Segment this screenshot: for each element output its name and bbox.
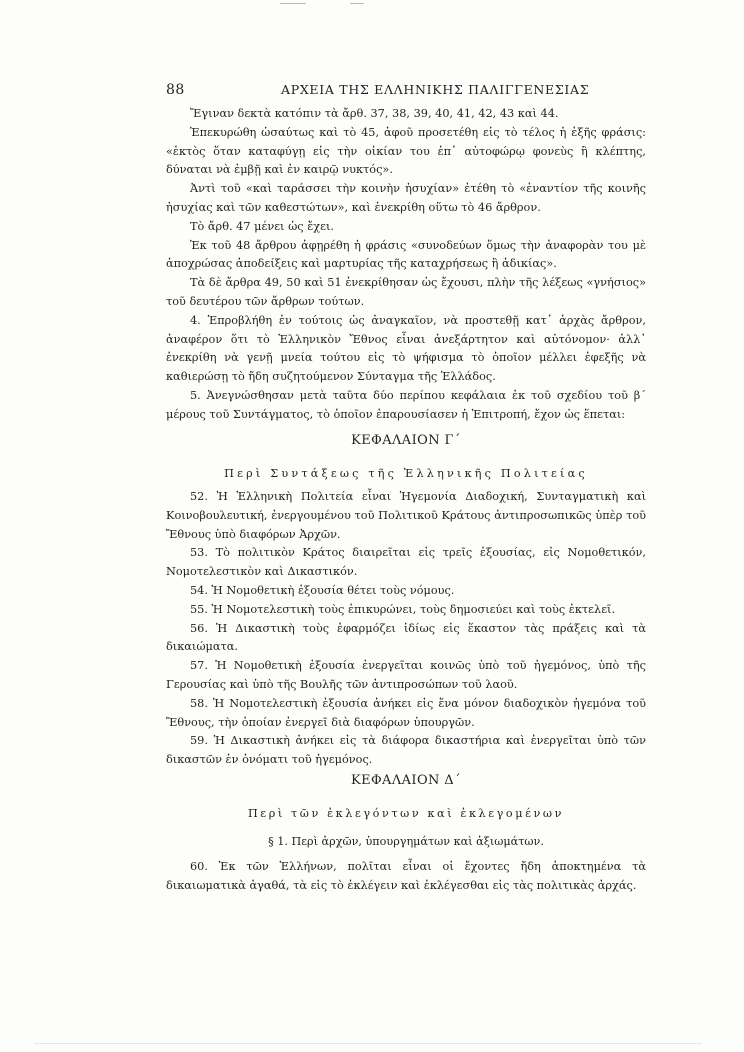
article: 55. Ἡ Νομοτελεστικὴ τοὺς ἐπικυρώνει, τοὺς δημοσιεύει καὶ τοὺς ἐκτελεῖ. xyxy=(190,602,616,616)
page-header xyxy=(166,79,646,103)
scan-artifact-top-right xyxy=(350,3,364,4)
page-number: 88 xyxy=(166,82,185,98)
scan-artifact-top xyxy=(280,3,306,4)
article: 56. Ἡ Δικαστικὴ τοὺς ἐφαρμόζει ἰδίως εἰς ἕκαστον τὰς πράξεις καὶ τὰ δικαιώματα. xyxy=(166,621,646,654)
minutes-text xyxy=(166,105,646,425)
paragraph: Ἐπεκυρώθη ὡσαύτως καὶ τὸ 45, ἀφοῦ προσετέθη εἰς τὸ τέλος ἡ ἑξῆς φράσις: «ἐκτὸς ὅταν καταφύγῃ εἰς τὴν οἰκίαν του ἐπ᾽ αὐτοφώρῳ φονεὺς ἢ κλέπτης, δύναται νὰ ἐμβῇ καὶ ἐν καιρῷ νυκτός». xyxy=(166,125,646,177)
article: 53. Τὸ πολιτικὸν Κράτος διαιρεῖται εἰς τρεῖς ἐξουσίας, εἰς Νομοθετικόν, Νομοτελεστικὸν καὶ Δικαστικόν. xyxy=(166,546,646,579)
paragraph: Ἀντὶ τοῦ «καὶ ταράσσει τὴν κοινὴν ἡσυχίαν» ἐτέθη τὸ «ἐναντίον τῆς κοινῆς ἡσυχίας καὶ τῶν καθεστώτων», καὶ ἐνεκρίθη οὕτω τὸ 46 ἄρθρον. xyxy=(166,182,646,214)
article: 59. Ἡ Δικαστικὴ ἀνήκει εἰς τὰ διάφορα δικαστήρια καὶ ἐνεργεῖται ὑπὸ τῶν δικαστῶν ἐν ὀνόματι τοῦ ἡγεμόνος. xyxy=(166,734,646,767)
chapter-subtitle: Περὶ Συντάξεως τῆς Ἑλληνικῆς Πολιτείας xyxy=(224,467,588,480)
chapter-g-heading xyxy=(166,432,646,483)
chapter-d-articles xyxy=(166,858,646,896)
scan-artifact-bottom xyxy=(34,1043,702,1044)
article: 52. Ἡ Ἑλληνικὴ Πολιτεία εἶναι Ἡγεμονία Διαδοχική, Συνταγματικὴ καὶ Κοινοβουλευτική, ἐνεργουμένου τοῦ Πολιτικοῦ Κράτους ἀντιπροσωπικῶς ὑπὲρ τοῦ Ἔθνους ὑπὸ διαφόρων Ἀρχῶν. xyxy=(166,490,646,541)
paragraph: 4. Ἐπροβλήθη ἐν τούτοις ὡς ἀναγκαῖον, νὰ προστεθῇ κατ᾽ ἀρχὰς ἄρθρον, ἀναφέρον ὅτι τὸ Ἑλληνικὸν Ἔθνος εἶναι ἀνεξάρτητον καὶ αὐτόνομον· ἀλλ᾽ ἐνεκρίθη νὰ γενῇ μνεία τούτου εἰς τὸ ψήφισμα τὸ ὁποῖον μέλλει ἐφεξῆς νὰ καθιερώσῃ τὸ ἤδη συζητούμενον Σύνταγμα τῆς Ἑλλάδος. xyxy=(166,313,646,384)
article: 54. Ἡ Νομοθετικὴ ἐξουσία θέτει τοὺς νόμους. xyxy=(190,583,455,597)
chapter-title: ΚΕΦΑΛΑΙΟΝ Δ´ xyxy=(350,773,461,788)
paragraph: Τὰ δὲ ἄρθρα 49, 50 καὶ 51 ἐνεκρίθησαν ὡς ἔχουσι, πλὴν τῆς λέξεως «γνήσιος» τοῦ δευτέρου τῶν ἄρθρων τούτων. xyxy=(166,276,646,308)
article: 60. Ἐκ τῶν Ἑλλήνων, πολῖται εἶναι οἱ ἔχοντες ἤδη ἀποκτημένα τὰ δικαιωματικὰ ἀγαθά, τὰ εἰς τὸ ἐκλέγειν καὶ ἐκλέγεσθαι εἰς τὰς πολιτικὰς ἀρχάς. xyxy=(166,860,646,892)
paragraph: Ἔγιναν δεκτὰ κατόπιν τὰ ἄρθ. 37, 38, 39, 40, 41, 42, 43 καὶ 44. xyxy=(190,107,559,120)
paragraph: 5. Ἀνεγνώσθησαν μετὰ ταῦτα δύο περίπου κεφάλαια ἐκ τοῦ σχεδίου τοῦ β´ μέρους τοῦ Συντάγματος, τὸ ὁποῖον ἐπαρουσίασεν ἡ Ἐπιτροπή, ἔχον ὡς ἕπεται: xyxy=(166,388,646,421)
section-title: § 1. Περὶ ἀρχῶν, ὑπουργημάτων καὶ ἀξιωμάτων. xyxy=(268,835,544,848)
running-title: ΑΡΧΕΙΑ ΤΗΣ ΕΛΛΗΝΙΚΗΣ ΠΑΛΙΓΓΕΝΕΣΙΑΣ xyxy=(281,82,590,97)
chapter-subtitle: Περὶ τῶν ἐκλεγόντων καὶ ἐκλεγομένων xyxy=(247,807,565,820)
chapter-g-articles xyxy=(166,488,646,770)
chapter-title: ΚΕΦΑΛΑΙΟΝ Γ´ xyxy=(351,433,461,448)
paragraph: Ἐκ τοῦ 48 ἄρθρου ἀφῃρέθη ἡ φράσις «συνοδεύων ὅμως τὴν ἀναφορὰν του μὲ ἀποχρώσας ἀποδείξεις καὶ μαρτυρίας τῆς καταχρήσεως ἢ ἀδικίας». xyxy=(166,238,646,271)
paragraph: Τὸ ἄρθ. 47 μένει ὡς ἔχει. xyxy=(190,219,334,233)
article: 58. Ἡ Νομοτελεστικὴ ἐξουσία ἀνήκει εἰς ἕνα μόνον διαδοχικὸν ἡγεμόνα τοῦ Ἔθνους, τὴν ὁποίαν ἐνεργεῖ διὰ διαφόρων ὑπουργῶν. xyxy=(166,696,646,729)
article: 57. Ἡ Νομοθετικὴ ἐξουσία ἐνεργεῖται κοινῶς ὑπὸ τοῦ ἡγεμόνος, ὑπὸ τῆς Γερουσίας καὶ ὑπὸ τῆς Βουλῆς τῶν ἀντιπροσώπων τοῦ λαοῦ. xyxy=(166,659,646,691)
chapter-d-heading xyxy=(166,772,646,851)
